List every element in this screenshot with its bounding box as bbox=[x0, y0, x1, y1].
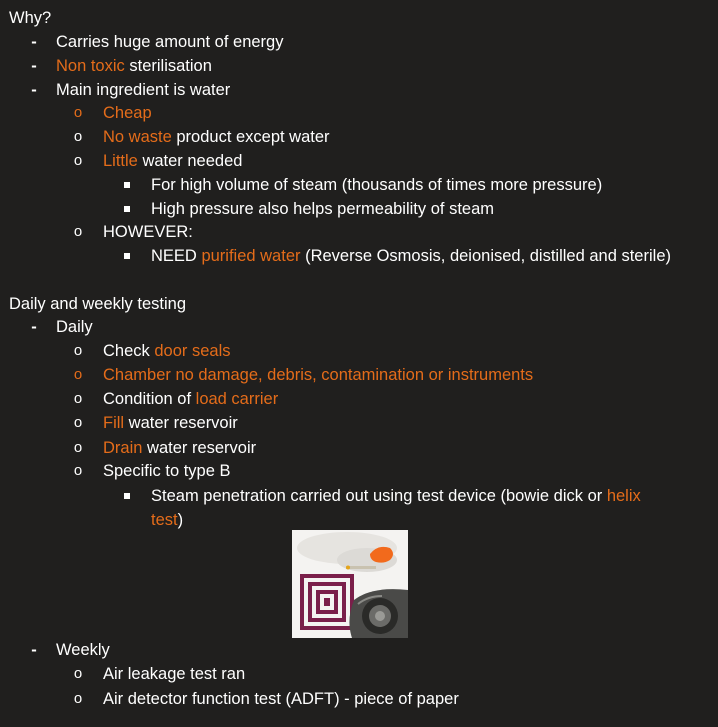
plain-text: water needed bbox=[137, 152, 243, 170]
circle-bullet: o bbox=[73, 223, 83, 240]
little-sub-pressure: High pressure also helps permeability of steam bbox=[151, 200, 494, 218]
water-sub-cheap: Cheap bbox=[103, 104, 152, 122]
highlight-text: helix bbox=[606, 487, 641, 505]
little-sub-volume: For high volume of steam (thousands of times more pressure) bbox=[151, 176, 603, 194]
dash-bullet: - bbox=[31, 81, 37, 99]
testing-heading: Daily and weekly testing bbox=[9, 295, 187, 313]
however-label: HOWEVER: bbox=[103, 223, 193, 241]
daily-type-b: Specific to type B bbox=[103, 462, 231, 480]
water-sub-little bbox=[103, 151, 242, 171]
circle-bullet: o bbox=[73, 390, 83, 407]
plain-text: ) bbox=[177, 511, 184, 529]
circle-bullet: o bbox=[73, 665, 83, 682]
plain-text: product except water bbox=[171, 128, 330, 146]
circle-bullet: o bbox=[73, 366, 83, 383]
daily-fill bbox=[103, 413, 238, 433]
daily-chamber: Chamber no damage, debris, contamination or instruments bbox=[103, 366, 534, 384]
water-sub-nowaste bbox=[103, 127, 330, 147]
why-item-energy: Carries huge amount of energy bbox=[56, 33, 284, 51]
dash-bullet: - bbox=[31, 33, 37, 51]
dash-bullet: - bbox=[31, 318, 37, 336]
plain-text: Check bbox=[103, 342, 155, 360]
highlight-text: test bbox=[151, 511, 178, 529]
plain-text: water reservoir bbox=[124, 414, 238, 432]
highlight-text: Fill bbox=[103, 414, 125, 432]
however-purified bbox=[151, 246, 671, 266]
why-heading: Why? bbox=[9, 9, 52, 27]
highlight-text: Little bbox=[103, 152, 138, 170]
plain-text: water reservoir bbox=[142, 439, 257, 457]
highlight-text: load carrier bbox=[195, 390, 279, 408]
weekly-air-leakage: Air leakage test ran bbox=[103, 665, 246, 683]
dash-bullet: - bbox=[31, 57, 37, 75]
highlight-text: door seals bbox=[154, 342, 231, 360]
daily-drain bbox=[103, 438, 256, 458]
highlight-text: purified water bbox=[201, 247, 301, 265]
why-item-water: Main ingredient is water bbox=[56, 81, 231, 99]
type-b-line1 bbox=[151, 486, 641, 506]
daily-door-seals bbox=[103, 341, 231, 361]
highlight-text: No waste bbox=[103, 128, 172, 146]
circle-bullet: o bbox=[73, 462, 83, 479]
circle-bullet: o bbox=[73, 128, 83, 145]
weekly-adft: Air detector function test (ADFT) - piece of paper bbox=[103, 690, 459, 708]
circle-bullet: o bbox=[73, 414, 83, 431]
plain-text: Condition of bbox=[103, 390, 196, 408]
highlight-text: Drain bbox=[103, 439, 143, 457]
weekly-label: Weekly bbox=[56, 641, 110, 659]
plain-text: NEED bbox=[151, 247, 202, 265]
circle-bullet: o bbox=[73, 152, 83, 169]
dash-bullet: - bbox=[31, 641, 37, 659]
circle-bullet: o bbox=[73, 439, 83, 456]
highlight-text: Non toxic bbox=[56, 57, 125, 75]
daily-label: Daily bbox=[56, 318, 93, 336]
square-bullet bbox=[120, 175, 134, 195]
test-device-photo bbox=[292, 530, 408, 638]
plain-text: Steam penetration carried out using test device (bowie dick or bbox=[151, 487, 607, 505]
circle-bullet: o bbox=[73, 342, 83, 359]
circle-bullet: o bbox=[73, 690, 83, 707]
why-item-nontoxic bbox=[56, 56, 212, 76]
type-b-line2 bbox=[151, 510, 183, 530]
square-bullet bbox=[120, 246, 134, 266]
plain-text: sterilisation bbox=[124, 57, 212, 75]
circle-bullet: o bbox=[73, 104, 83, 121]
square-bullet bbox=[120, 486, 134, 506]
daily-load-carrier bbox=[103, 389, 278, 409]
plain-text: (Reverse Osmosis, deionised, distilled and sterile) bbox=[300, 247, 671, 265]
square-bullet bbox=[120, 199, 134, 219]
